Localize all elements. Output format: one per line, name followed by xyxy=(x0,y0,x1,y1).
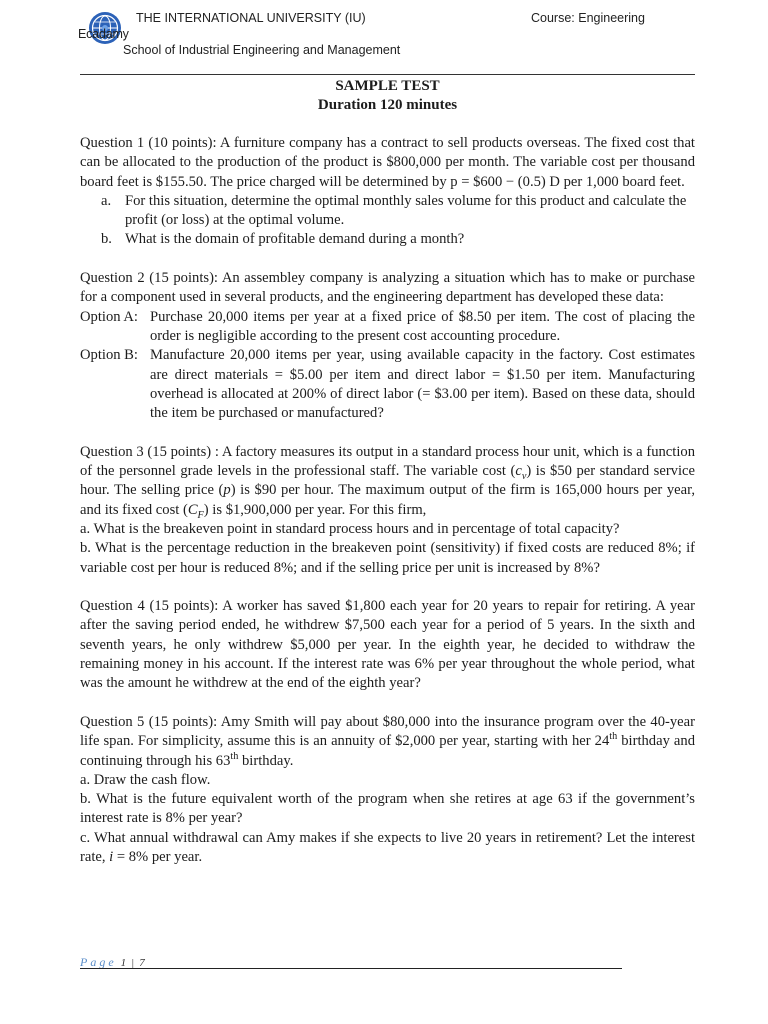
test-title: SAMPLE TEST xyxy=(335,78,440,94)
test-duration: Duration 120 minutes xyxy=(317,97,458,113)
option-text: Manufacture 20,000 items per year, using available capacity in the factory. Cost estimates are direct materials = $5.00 per item and direct labor = $1.50 per item. Manufacturing overhead is allocated at 200% of direct labor (= $3.00 per item). Based on these data, should the item be purchased or manufactured? xyxy=(150,347,695,422)
logo-text: Ecadamy xyxy=(78,27,129,41)
sub-question-text: b. What is the future equivalent worth of the program when she retires at age 63 if the government’s interest rate is 8% per year? xyxy=(80,791,695,827)
option-marker: Option B: xyxy=(80,347,138,364)
page-total: 7 xyxy=(139,957,146,969)
sub-question xyxy=(80,230,695,249)
sub-question-text: For this situation, determine the optimal monthly sales volume for this product and calculate the profit (or loss) at the optimal volume. xyxy=(125,192,687,229)
question-3 xyxy=(80,443,695,578)
course-name: Course: Engineering xyxy=(531,11,645,25)
sub-question-marker: b. xyxy=(101,231,112,248)
question-1 xyxy=(80,134,695,250)
page-separator: | xyxy=(131,957,136,969)
sub-question-text: What is the domain of profitable demand during a month? xyxy=(125,231,465,248)
sub-question-text: b. What is the percentage reduction in the breakeven point (sensitivity) if fixed costs are reduced 8%; if variable cost per hour is reduced 8%; and if the selling price per unit is increased by 8%? xyxy=(80,540,695,576)
footer-divider xyxy=(80,968,622,969)
test-title-block xyxy=(80,77,695,115)
option-b xyxy=(80,346,695,423)
question-text: Question 2 (15 points): An assembley company is analyzing a situation which has to make or purchase for a component used in several products, and the engineering department has developed these data: xyxy=(80,270,695,306)
question-4 xyxy=(80,597,695,693)
sub-question-text: a. Draw the cash flow. xyxy=(80,771,211,788)
question-text: Question 4 (15 points): A worker has saved $1,800 each year for 20 years to repair for retiring. A year after the saving period ended, he withdrew $7,500 each year for a period of 5 years. In the sixth and seventh years, he only withdrew $5,000 per year. In the eighth year, he decided to withdraw the remaining money in his account. If the interest rate was 6% per year throughout the whole period, what was the amount he withdrew at the end of the eighth year? xyxy=(80,598,695,692)
question-text: Question 5 (15 points): Amy Smith will pay about $80,000 into the insurance program over the 40-year life span. For simplicity, assume this is an annuity of $2,000 per year, starting with her 24th birthday and continuing through his 63th birthday. xyxy=(80,713,695,769)
sub-question xyxy=(80,192,695,231)
page-header xyxy=(0,0,768,80)
header-divider xyxy=(80,74,695,75)
option-marker: Option A: xyxy=(80,308,138,325)
sub-question-marker: a. xyxy=(101,192,112,209)
school-name: School of Industrial Engineering and Management xyxy=(123,43,401,57)
sub-question-text: a. What is the breakeven point in standard process hours and in percentage of total capacity? xyxy=(80,520,620,537)
question-5 xyxy=(80,713,695,867)
university-name: THE INTERNATIONAL UNIVERSITY (IU) xyxy=(136,11,366,25)
question-text: Question 1 (10 points): A furniture company has a contract to sell products overseas. The fixed cost that can be allocated to the production of the product is $800,000 per month. The variable cost per thousand board feet is $155.50. The price charged will be determined by p = $600 − (0.5) D per 1,000 board feet. xyxy=(80,135,695,190)
question-2 xyxy=(80,269,695,423)
sub-question-text: c. What annual withdrawal can Amy makes if she expects to live 20 years in retirement? Let the interest rate, i = 8% per year. xyxy=(80,829,695,865)
question-text: Question 3 (15 points) : A factory measures its output in a standard process hour unit, which is a function of the personnel grade levels in the professional staff. The variable cost $(c_v)$ is $50 per standard service hour. The selling price (p) is $90 per hour. The maximum output of the firm is 165,000 hours per year, and its fixed cost $(C_F)$ is $1,900,000 per year. For this firm, xyxy=(80,443,695,521)
page-label: Page xyxy=(80,955,117,969)
page-current: 1 xyxy=(120,957,128,969)
option-text: Purchase 20,000 items per year at a fixed price of $8.50 per item. The cost of placing the order is negligible according to the present cost accounting procedure. xyxy=(150,308,695,344)
option-a xyxy=(80,308,695,347)
questions-content xyxy=(80,134,695,887)
